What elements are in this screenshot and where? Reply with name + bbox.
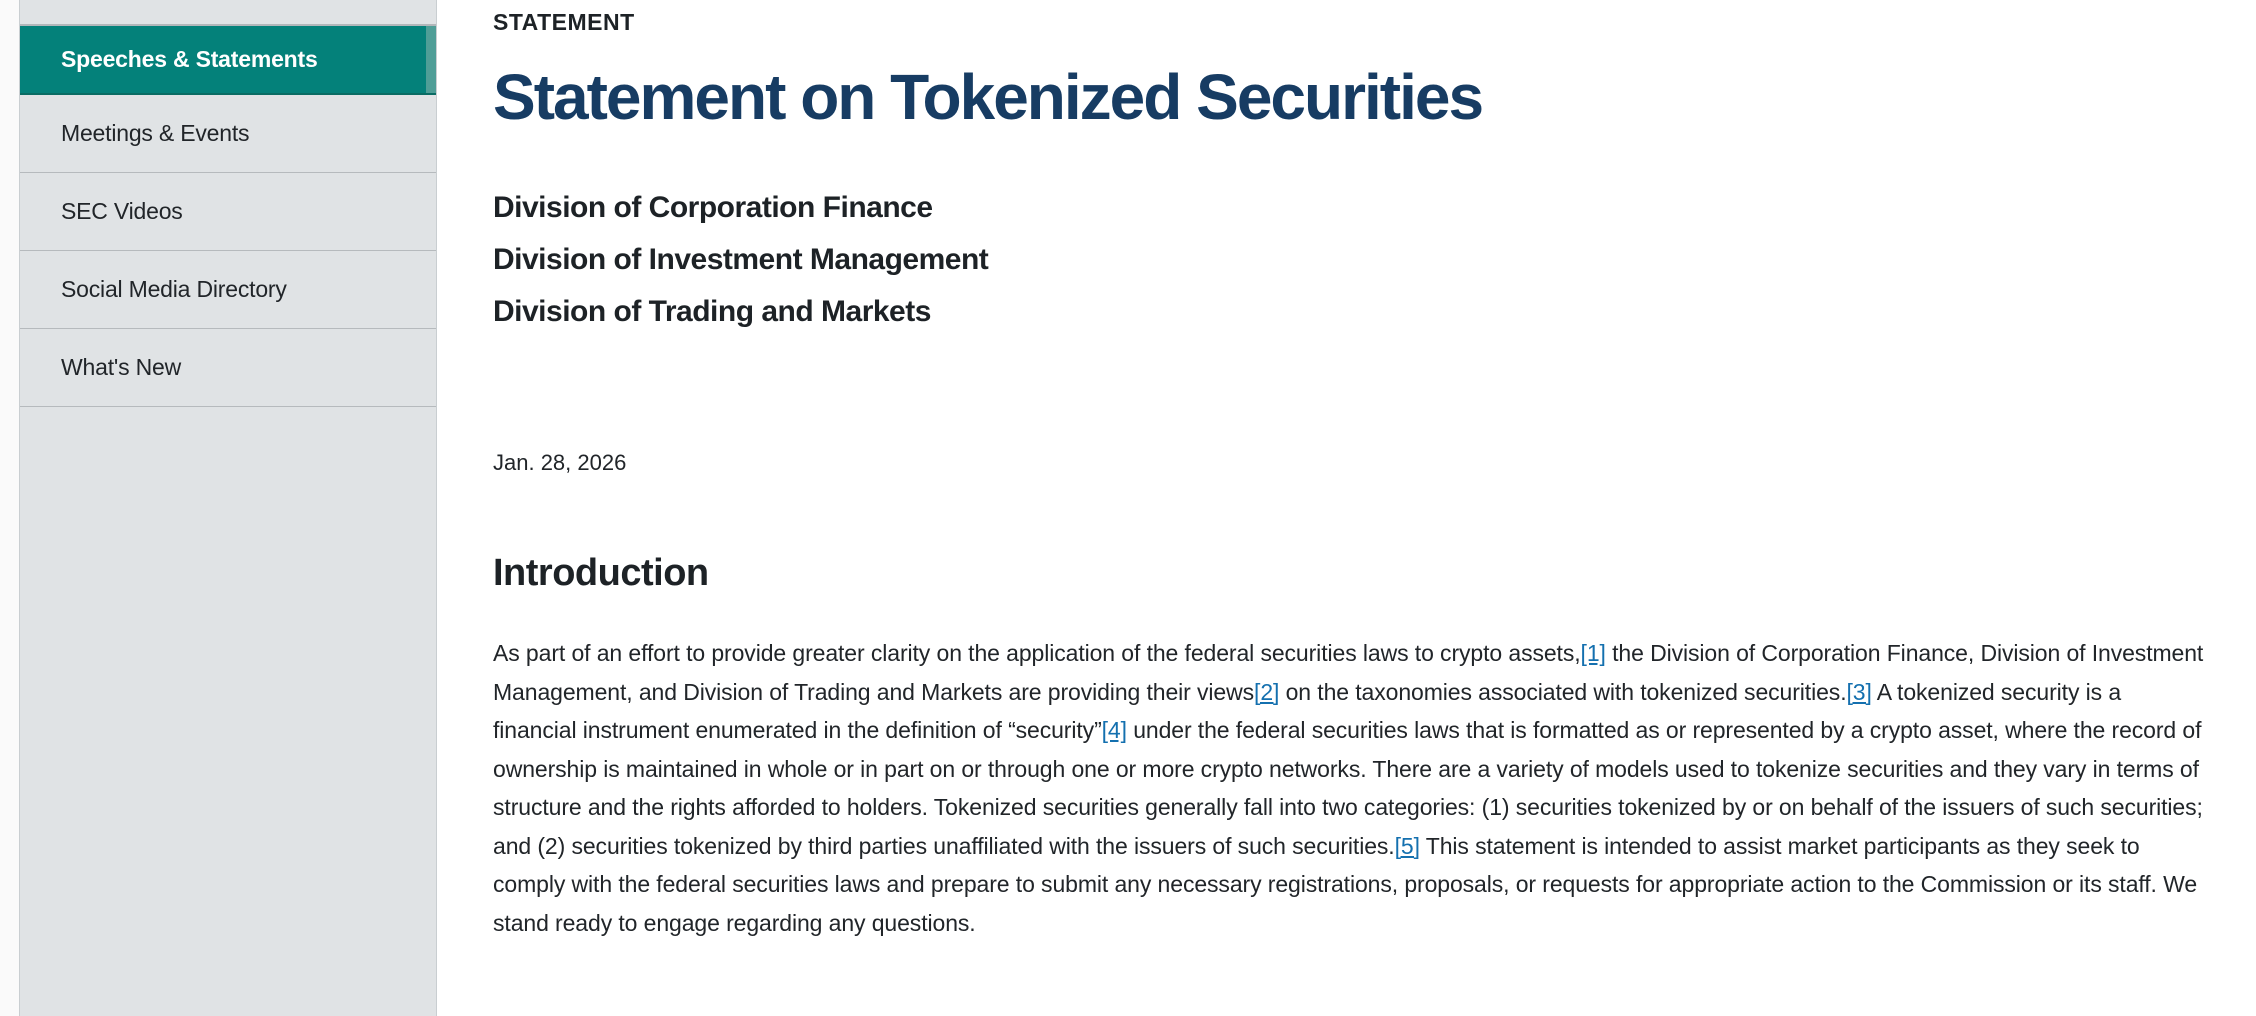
sidebar-nav bbox=[19, 0, 437, 1016]
sidebar-item-label: Social Media Directory bbox=[61, 276, 287, 302]
sidebar-item-label: Meetings & Events bbox=[61, 120, 250, 146]
sidebar-item-whats-new[interactable] bbox=[20, 329, 436, 407]
content-type-label: STATEMENT bbox=[493, 9, 635, 35]
paragraph-text: This statement is intended to assist market participants as they seek to comply with the federal securities laws and prepare to submit any necessary registrations, proposals, or requests for appropriate action to the Commission or its staff. We stand ready to engage regarding any questions. bbox=[493, 832, 2198, 936]
paragraph-text: on the taxonomies associated with tokenized securities. bbox=[1279, 678, 1847, 705]
sidebar-item-label: Speeches & Statements bbox=[61, 46, 318, 72]
sidebar-item-label: SEC Videos bbox=[61, 198, 183, 224]
sidebar-item-speeches-statements[interactable] bbox=[20, 24, 436, 95]
intro-paragraph bbox=[493, 634, 2208, 942]
footnote-link-3[interactable]: [3] bbox=[1846, 678, 1872, 705]
paragraph-text: the Division of Corporation Finance, Division of Investment Management, and Division of Trading and Markets are providing their views bbox=[493, 640, 2204, 705]
main-content bbox=[493, 0, 2210, 942]
page-title: Statement on Tokenized Securities bbox=[493, 61, 1483, 133]
footnote-link-1[interactable]: [1] bbox=[1580, 640, 1606, 666]
division-name: Division of Corporation Finance bbox=[493, 191, 933, 224]
footnote-link-5[interactable]: [5] bbox=[1394, 832, 1420, 859]
statement-date: Jan. 28, 2026 bbox=[493, 450, 627, 475]
paragraph-text: under the federal securities laws that is formatted as or represented by a crypto asset, where the record of ownership is maintained in whole or in part on or through one or more crypto networks. There are a variety of models used to tokenize securities and they vary in terms of structure and the rights afforded to holders. Tokenized securities generally fall into two categories: (1) securities tokenized by or on behalf of the issuers of such securities; and (2) securities tokenized by third parties unaffiliated with the issuers of such securities. bbox=[493, 717, 2203, 859]
division-name: Division of Trading and Markets bbox=[493, 295, 931, 328]
division-name: Division of Investment Management bbox=[493, 243, 989, 276]
sidebar-item-sec-videos[interactable] bbox=[20, 173, 436, 251]
paragraph-text: As part of an effort to provide greater clarity on the application of the federal securities laws to crypto assets, bbox=[493, 640, 1581, 666]
paragraph-text: A tokenized security is a financial instrument enumerated in the definition of “security” bbox=[493, 678, 2122, 743]
sidebar-top-gap bbox=[20, 0, 436, 24]
section-heading-introduction: Introduction bbox=[493, 552, 709, 594]
sidebar-item-meetings-events[interactable] bbox=[20, 95, 436, 173]
footnote-link-2[interactable]: [2] bbox=[1254, 678, 1280, 705]
sidebar-item-label: What's New bbox=[61, 354, 181, 380]
division-names bbox=[493, 182, 2210, 338]
footnote-link-4[interactable]: [4] bbox=[1101, 717, 1127, 743]
sidebar-item-social-media-directory[interactable] bbox=[20, 251, 436, 329]
page-left-gutter bbox=[0, 0, 19, 1016]
